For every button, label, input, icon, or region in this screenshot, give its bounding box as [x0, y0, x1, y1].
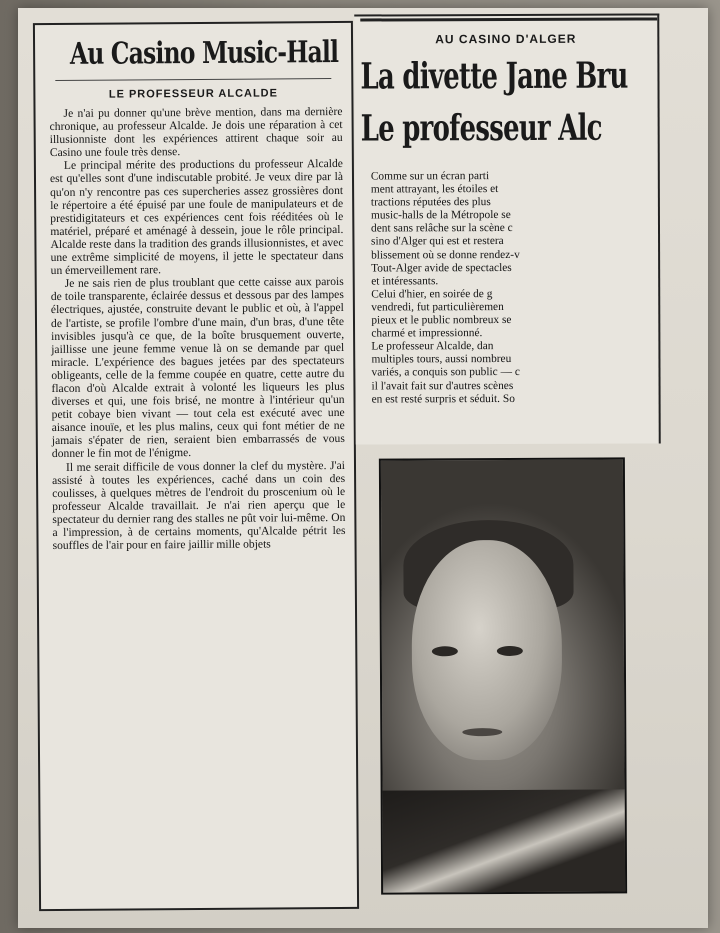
right-headline-line2: Le professeur Alc: [360, 106, 602, 150]
right-line: il l'avait fait sur d'autres scènes: [371, 379, 514, 392]
right-line: tractions réputées des plus: [370, 196, 491, 209]
left-byline: LE PROFESSEUR ALCALDE: [108, 87, 278, 101]
right-line: pieux et le public nombreux se: [371, 314, 512, 327]
right-headline-line1: La divette Jane Bru: [360, 54, 628, 98]
right-line: dent sans relâche sur la scène c: [370, 222, 513, 235]
portrait-right-eye: [497, 646, 523, 656]
right-kicker: AU CASINO D'ALGER: [435, 31, 577, 47]
headline-rule: [55, 78, 331, 81]
right-line: multiples tours, aussi nombreu: [371, 353, 512, 366]
right-line: Le professeur Alcalde, dan: [371, 340, 494, 353]
left-paragraph: Le principal mérite des productions du professeur Alcalde est qu'elles sont d'une indiscutable probité. Je veux dire par là qu'on n'y rencontre pas ces supercheries assez grossières dont le répertoire a été épuisé par une foule de manipulateurs et de prestidigitateurs et ces expériences cent fois rééditées où le matériel, préparé et aménagé à dessein, joue le rôle principal. Alcalde reste dans la tradition des grands illusionnistes, et avec une extrême simplicité de moyens, il jette le spectateur dans un émerveillement rare.: [49, 157, 344, 278]
left-article-body: [35, 105, 354, 552]
right-line: charmé et impressionné.: [371, 327, 483, 340]
portrait-left-eye: [432, 646, 458, 656]
right-line: ment attrayant, les étoiles et: [370, 183, 499, 196]
portrait-photo: [379, 457, 627, 894]
right-line: vendredi, fut particulièremen: [371, 300, 504, 314]
portrait-collar: [383, 789, 628, 894]
left-headline: Au Casino Music-Hall: [69, 34, 339, 72]
right-line: sino d'Alger qui est et restera: [371, 235, 504, 248]
right-article-clipping: [354, 13, 660, 444]
right-line: variés, a conquis son public — c: [371, 366, 520, 379]
right-line: en est resté surpris et séduit. So: [371, 392, 515, 406]
right-line: et intéressants.: [371, 274, 439, 288]
right-line: Celui d'hier, en soirée de g: [371, 287, 493, 301]
left-paragraph: Il me serait difficile de vous donner la clef du mystère. J'ai assisté à toutes les expériences, caché dans un coin des coulisses, à quelques mètres de l'endroit du proscenium où le professeur Alcalde travaillait. Je n'ai rien aperçu que le spectateur du dernier rang des stalles ne pût voir lui-même. On a l'impression, à de certains moments, qu'Alcalde pétrit les souffles de l'air pour en faire jaillir mille objets: [52, 458, 346, 553]
right-line: blissement où se donne rendez-v: [371, 248, 520, 262]
left-paragraph: Je ne sais rien de plus troublant que cette caisse aux parois de toile transparente, éclairée dessus et dessous par des lampes électriques, ajustée, construite devant le public et où, à l'appel de l'artiste, se profile l'ombre d'une main, d'un bras, d'une tête invisibles jusqu'à ce que, de la boîte brusquement ouverte, jaillisse une jeune femme venue là on se demande par quel miracle. L'expérience des bagues jetées par des spectateurs obligeants, celle de la femme coupée en quatre, cette autre du flacon d'où Alcalde extrait à volonté les liqueurs les plus diverses et qui, une fois brisé, ne montre à l'intérieur qu'un petit cobaye bien vivant — tout cela est exécuté avec une aisance inouïe, et les plus malins, ceux qui font métier de ne jamais s'épater de rien, seraient bien embarrassés de vous donner le fin mot de l'énigme.: [50, 275, 345, 461]
left-article-clipping: [33, 21, 359, 911]
right-line: Tout-Alger avide de spectacles: [371, 261, 512, 275]
left-paragraph: Je n'ai pu donner qu'une brève mention, dans ma dernière chronique, au professeur Alcalde. Je dois une réparation à cet illusionniste dont les expériences attirent chaque soir au Casino une foule très dense.: [49, 104, 343, 160]
right-article-body: [355, 169, 659, 406]
right-line: Comme sur un écran parti: [370, 170, 490, 183]
right-line: music-halls de la Métropole se: [370, 209, 511, 222]
